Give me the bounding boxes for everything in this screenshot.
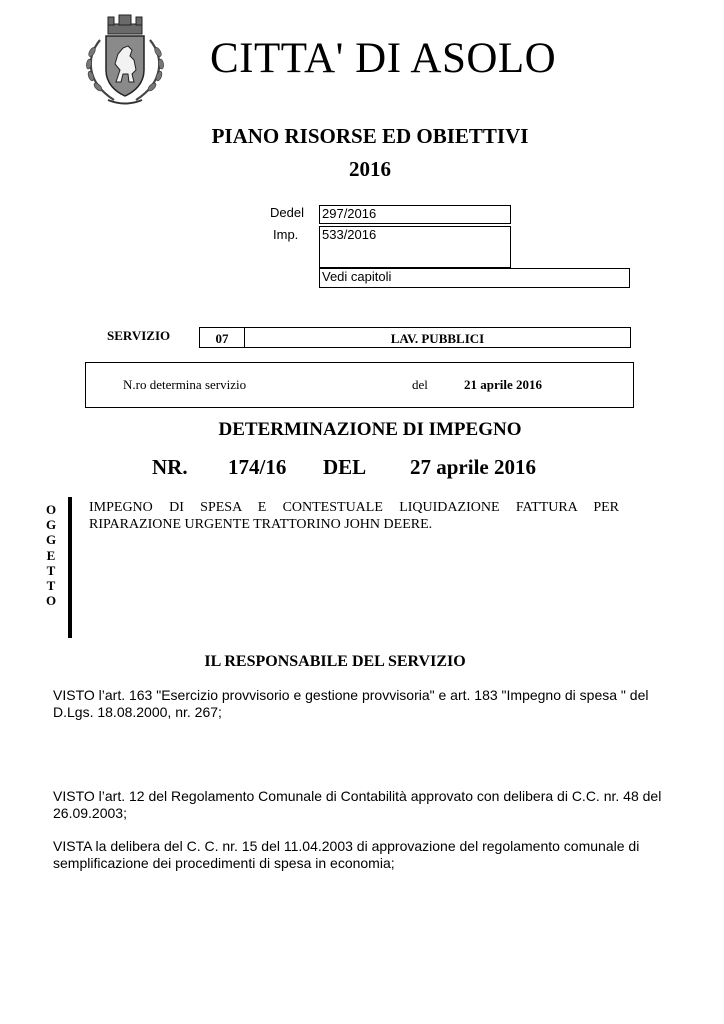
- servizio-code: 07: [200, 328, 245, 347]
- servizio-label: SERVIZIO: [107, 328, 171, 343]
- visto-paragraph-2: VISTO l’art. 12 del Regolamento Comunale di Contabilità approvato con delibera di C.C. nr. 48 del 26.09.2003;: [53, 788, 662, 821]
- dedel-label: Dedel: [270, 205, 304, 220]
- oggetto-text: IMPEGNO DI SPESA E CONTESTUALE LIQUIDAZIONE FATTURA PER RIPARAZIONE URGENTE TRATTORINO JOHN DEERE.: [89, 500, 619, 532]
- oggetto-letter: T: [46, 562, 56, 578]
- nr-label: NR.: [152, 455, 188, 479]
- determina-servizio-label: N.ro determina servizio: [123, 377, 247, 392]
- oggetto-letter: O: [45, 593, 57, 609]
- plan-year: 2016: [349, 157, 391, 181]
- city-crest-icon: [78, 12, 172, 108]
- servizio-name: LAV. PUBBLICI: [390, 331, 485, 346]
- servizio-row: [199, 327, 631, 348]
- nr-value: 174/16: [228, 455, 287, 479]
- oggetto-letter: G: [45, 517, 57, 533]
- oggetto-letter: O: [45, 502, 57, 517]
- responsabile-heading: IL RESPONSABILE DEL SERVIZIO: [204, 653, 466, 670]
- capitoli-field: Vedi capitoli: [319, 268, 630, 288]
- city-title: CITTA' DI ASOLO: [210, 35, 557, 82]
- visto-paragraph-1: VISTO l’art. 163 "Esercizio provvisorio e gestione provvisoria" e art. 183 "Impegno di spesa " del D.Lgs. 18.08.2000, nr. 267;: [53, 687, 649, 720]
- del-label: DEL: [323, 455, 367, 479]
- dedel-field: 297/2016: [319, 205, 511, 224]
- determina-servizio-date: 21 aprile 2016: [464, 377, 542, 392]
- oggetto-divider: [68, 497, 72, 638]
- oggetto-letter: G: [45, 532, 57, 548]
- plan-title: PIANO RISORSE ED OBIETTIVI: [211, 124, 529, 148]
- oggetto-letter: E: [46, 547, 56, 563]
- determina-servizio-del-label: del: [412, 377, 428, 392]
- determina-servizio-box: [85, 362, 634, 408]
- determinazione-heading: DETERMINAZIONE DI IMPEGNO: [218, 419, 522, 440]
- imp-label: Imp.: [273, 227, 299, 242]
- oggetto-letter: T: [46, 578, 56, 594]
- determinazione-date: 27 aprile 2016: [410, 455, 536, 479]
- vista-paragraph-3: VISTA la delibera del C. C. nr. 15 del 11.04.2003 di approvazione del regolamento comunale di semplificazione dei procedimenti di spesa in economia;: [53, 838, 640, 871]
- oggetto-vertical-label: [44, 502, 58, 608]
- imp-field: 533/2016: [319, 226, 511, 268]
